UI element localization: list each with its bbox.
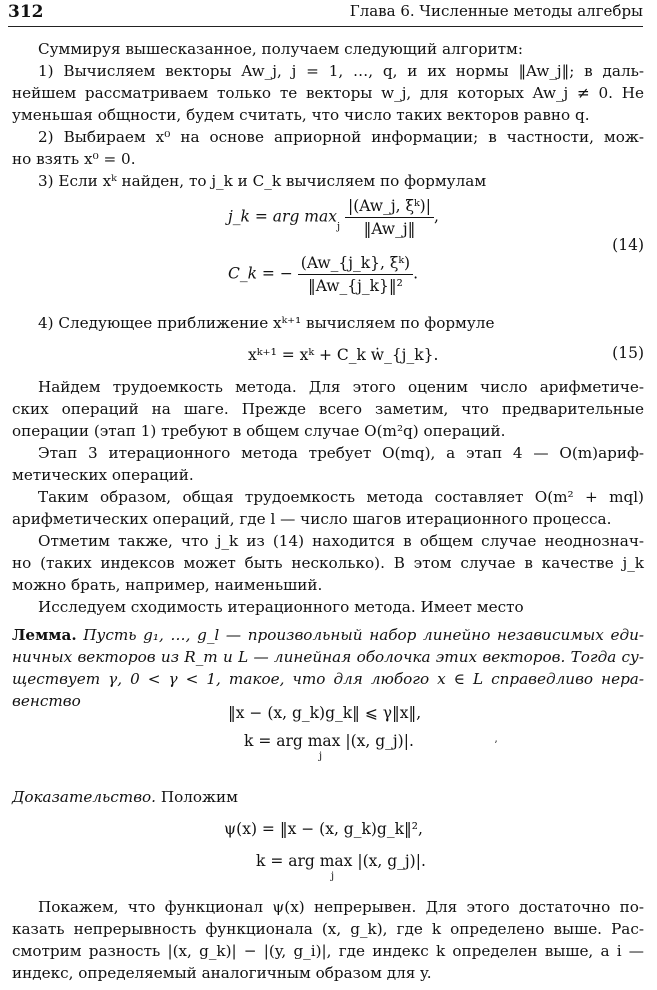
stage-line2: метических операций. xyxy=(12,466,194,484)
total-line2: арифметических операций, где l — число шагов итерационного процесса. xyxy=(12,510,612,528)
cost-line2: ских операций на шаге. Прежде всего заметим, что предварительные xyxy=(12,400,644,418)
psi-argmax-sub: j xyxy=(331,871,335,882)
stage-line1: Этап 3 итерационного метода требует O(mq), а этап 4 — O(m)ариф- xyxy=(38,444,644,462)
step2-line1: 2) Выбираем x⁰ на основе априорной информации; в частности, мож- xyxy=(38,128,644,146)
page-number: 312 xyxy=(8,2,44,22)
equation-number-14: (14) xyxy=(612,236,644,254)
header-rule xyxy=(8,26,643,27)
note-line2: но (таких индексов может быть несколько). В этом случае в качестве j_k xyxy=(12,554,644,572)
note-line3: можно брать, например, наименьший. xyxy=(12,576,323,594)
formula-iteration: xᵏ⁺¹ = xᵏ + C_k ẇ_{j_k}. xyxy=(248,346,439,364)
cost-line3: операции (этап 1) требуют в общем случае O(m²q) операций. xyxy=(12,422,506,440)
proof-line: Доказательство. Положим xyxy=(12,788,238,806)
psi-argmax: k = arg max |(x, g_j)|. xyxy=(256,852,426,870)
lemma-line4: венство xyxy=(12,692,81,710)
continuity-line1: Покажем, что функционал ψ(x) непрерывен. Для этого достаточно по- xyxy=(38,898,644,916)
psi-definition: ψ(x) = ‖x − (x, g_k)g_k‖², xyxy=(224,820,423,838)
proof-label: Доказательство. xyxy=(12,788,156,806)
lemma-line3: ществует γ, 0 < γ < 1, такое, что для любого x ∈ L справедливо нера- xyxy=(12,670,644,688)
lemma-line1: Лемма. Пусть g₁, …, g_l — произвольный набор линейно независимых еди- xyxy=(12,626,645,644)
formula-jk: j_k = arg $\max_j$ $\frac{\text{|(Aw\_j, ξᵏ)|}}{‖Aw\_j‖}$ , xyxy=(228,197,439,238)
running-header xyxy=(8,2,643,24)
intro-text: Суммируя вышесказанное, получаем следующий алгоритм: xyxy=(38,40,523,58)
lemma-label: Лемма. xyxy=(12,626,77,644)
lemma-argmax: k = arg max |(x, g_j)|. xyxy=(244,732,414,750)
continuity-line2: казать непрерывность функционала (x, g_k), где k определено выше. Рас- xyxy=(12,920,644,938)
step1-line1: 1) Вычисляем векторы Aw_j, j = 1, …, q, и их нормы ‖Aw_j‖; в даль- xyxy=(38,62,644,80)
step3-text: 3) Если xᵏ найден, то j_k и C_k вычисляем по формулам xyxy=(38,172,487,190)
step1-line2: нейшем рассматриваем только те векторы w_j, для которых Aw_j ≠ 0. Не xyxy=(12,84,644,102)
chapter-title: Глава 6. Численные методы алгебры xyxy=(349,2,643,20)
continuity-line3: смотрим разность |(x, g_k)| − |(y, g_i)|, где индекс k определен выше, а i — xyxy=(12,942,644,960)
equation-number-15: (15) xyxy=(612,344,644,362)
note-line1: Отметим также, что j_k из (14) находится в общем случае неоднознач- xyxy=(38,532,644,550)
total-line1: Таким образом, общая трудоемкость метода составляет O(m² + mql) xyxy=(38,488,644,506)
continuity-line4: индекс, определяемый аналогичным образом для y. xyxy=(12,964,432,982)
step2-line2: но взять x⁰ = 0. xyxy=(12,150,136,168)
stray-mark: ʼ xyxy=(494,740,498,751)
lemma-argmax-sub: j xyxy=(319,751,323,762)
lemma-inequality: ‖x − (x, g_k)g_k‖ ⩽ γ‖x‖, xyxy=(228,704,422,722)
step4-text: 4) Следующее приближение xᵏ⁺¹ вычисляем по формуле xyxy=(38,314,495,332)
convergence-text: Исследуем сходимость итерационного метода. Имеет место xyxy=(38,598,524,616)
lemma-line2: ничных векторов из R_m и L — линейная оболочка этих векторов. Тогда су- xyxy=(12,648,644,666)
formula-ck: C_k = − $\frac{\text{(Aw\_\{j\_k\}, ξᵏ)}}{\text{‖Aw\_\{j\_k\}‖²}}$ . xyxy=(228,254,419,295)
step1-line3: уменьшая общности, будем считать, что число таких векторов равно q. xyxy=(12,106,590,124)
cost-line1: Найдем трудоемкость метода. Для этого оценим число арифметиче- xyxy=(38,378,644,396)
